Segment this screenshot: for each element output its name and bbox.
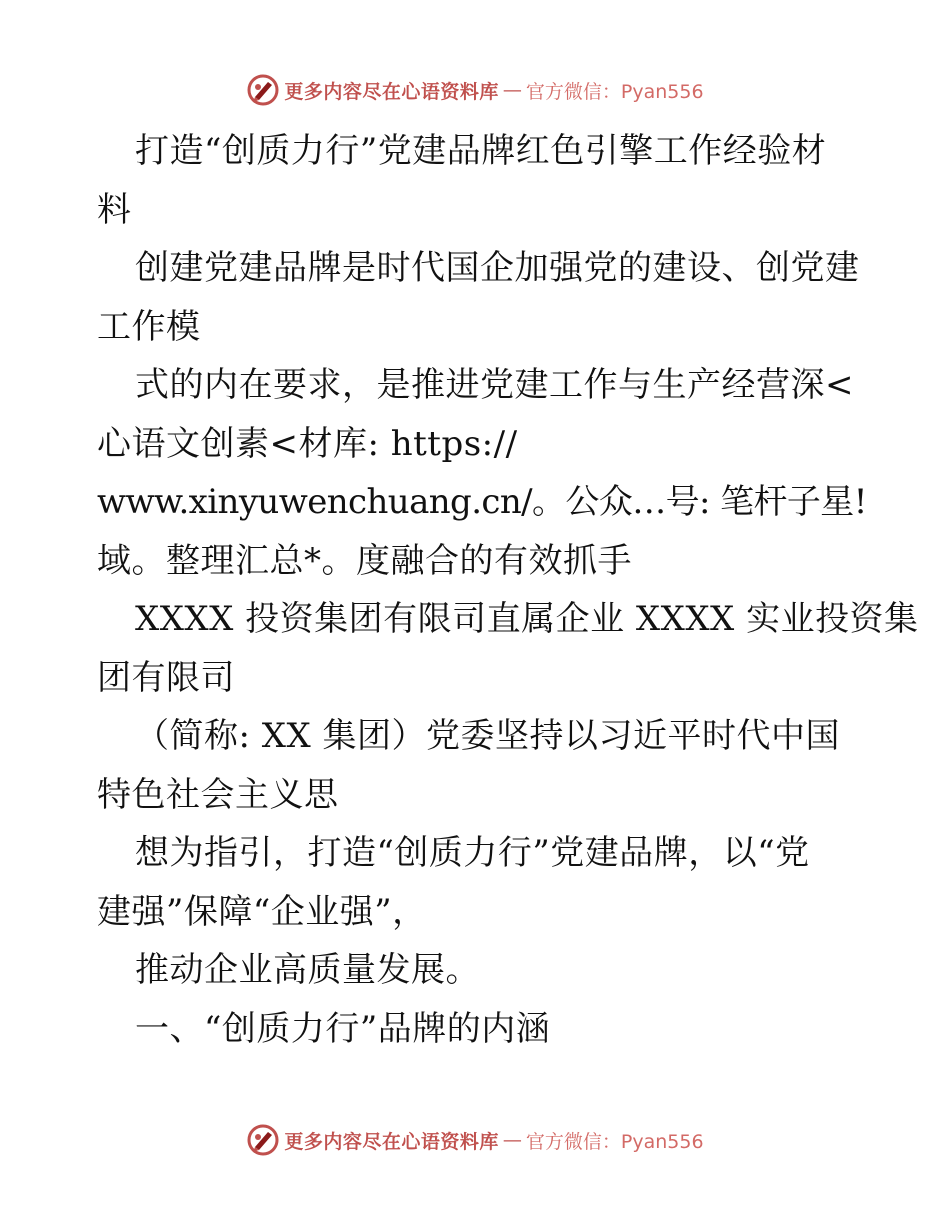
- doc-line: 特色社会主义思: [97, 774, 339, 815]
- doc-line: XXXX 投资集团有限司直属企业 XXXX 实业投资集: [135, 599, 919, 639]
- doc-line: 创建党建品牌是时代国企加强党的建设、创党建: [135, 248, 860, 288]
- doc-line: 心语文创素<材库: https://: [97, 423, 518, 464]
- footer-banner[interactable]: [0, 1120, 950, 1160]
- doc-line: 一、“创质力行”品牌的内涵: [135, 1008, 551, 1049]
- doc-line: www.xinyuwenchuang.cn/。公众…号: 笔杆子星!: [97, 482, 867, 522]
- doc-line: 域。整理汇总*。度融合的有效抓手: [97, 540, 632, 581]
- banner-contact: 官方微信：Pyan556: [525, 80, 704, 103]
- doc-line: 料: [97, 189, 132, 230]
- banner-separator: —: [502, 1129, 522, 1151]
- doc-line: 式的内在要求，是推进党建工作与生产经营深<: [135, 365, 854, 405]
- header-banner[interactable]: [0, 70, 950, 110]
- doc-line: 建强”保障“企业强”，: [97, 891, 427, 932]
- pen-logo-icon: [246, 1123, 280, 1157]
- pen-logo-icon: [246, 73, 280, 107]
- document-body: [97, 122, 919, 1058]
- banner-text: 更多内容尽在心语资料库: [284, 1130, 499, 1153]
- banner-separator: —: [502, 79, 522, 101]
- doc-line: 打造“创质力行”党建品牌红色引擎工作经验材: [135, 131, 827, 171]
- doc-line: 推动企业高质量发展。: [135, 950, 480, 990]
- banner-text: 更多内容尽在心语资料库: [284, 80, 499, 103]
- doc-line: 想为指引，打造“创质力行”党建品牌，以“党: [135, 833, 810, 873]
- doc-line: 团有限司: [97, 657, 235, 698]
- banner-contact: 官方微信：Pyan556: [525, 1130, 704, 1153]
- doc-line: （简称: XX 集团）党委坚持以习近平时代中国: [135, 716, 840, 756]
- doc-line: 工作模: [97, 306, 201, 347]
